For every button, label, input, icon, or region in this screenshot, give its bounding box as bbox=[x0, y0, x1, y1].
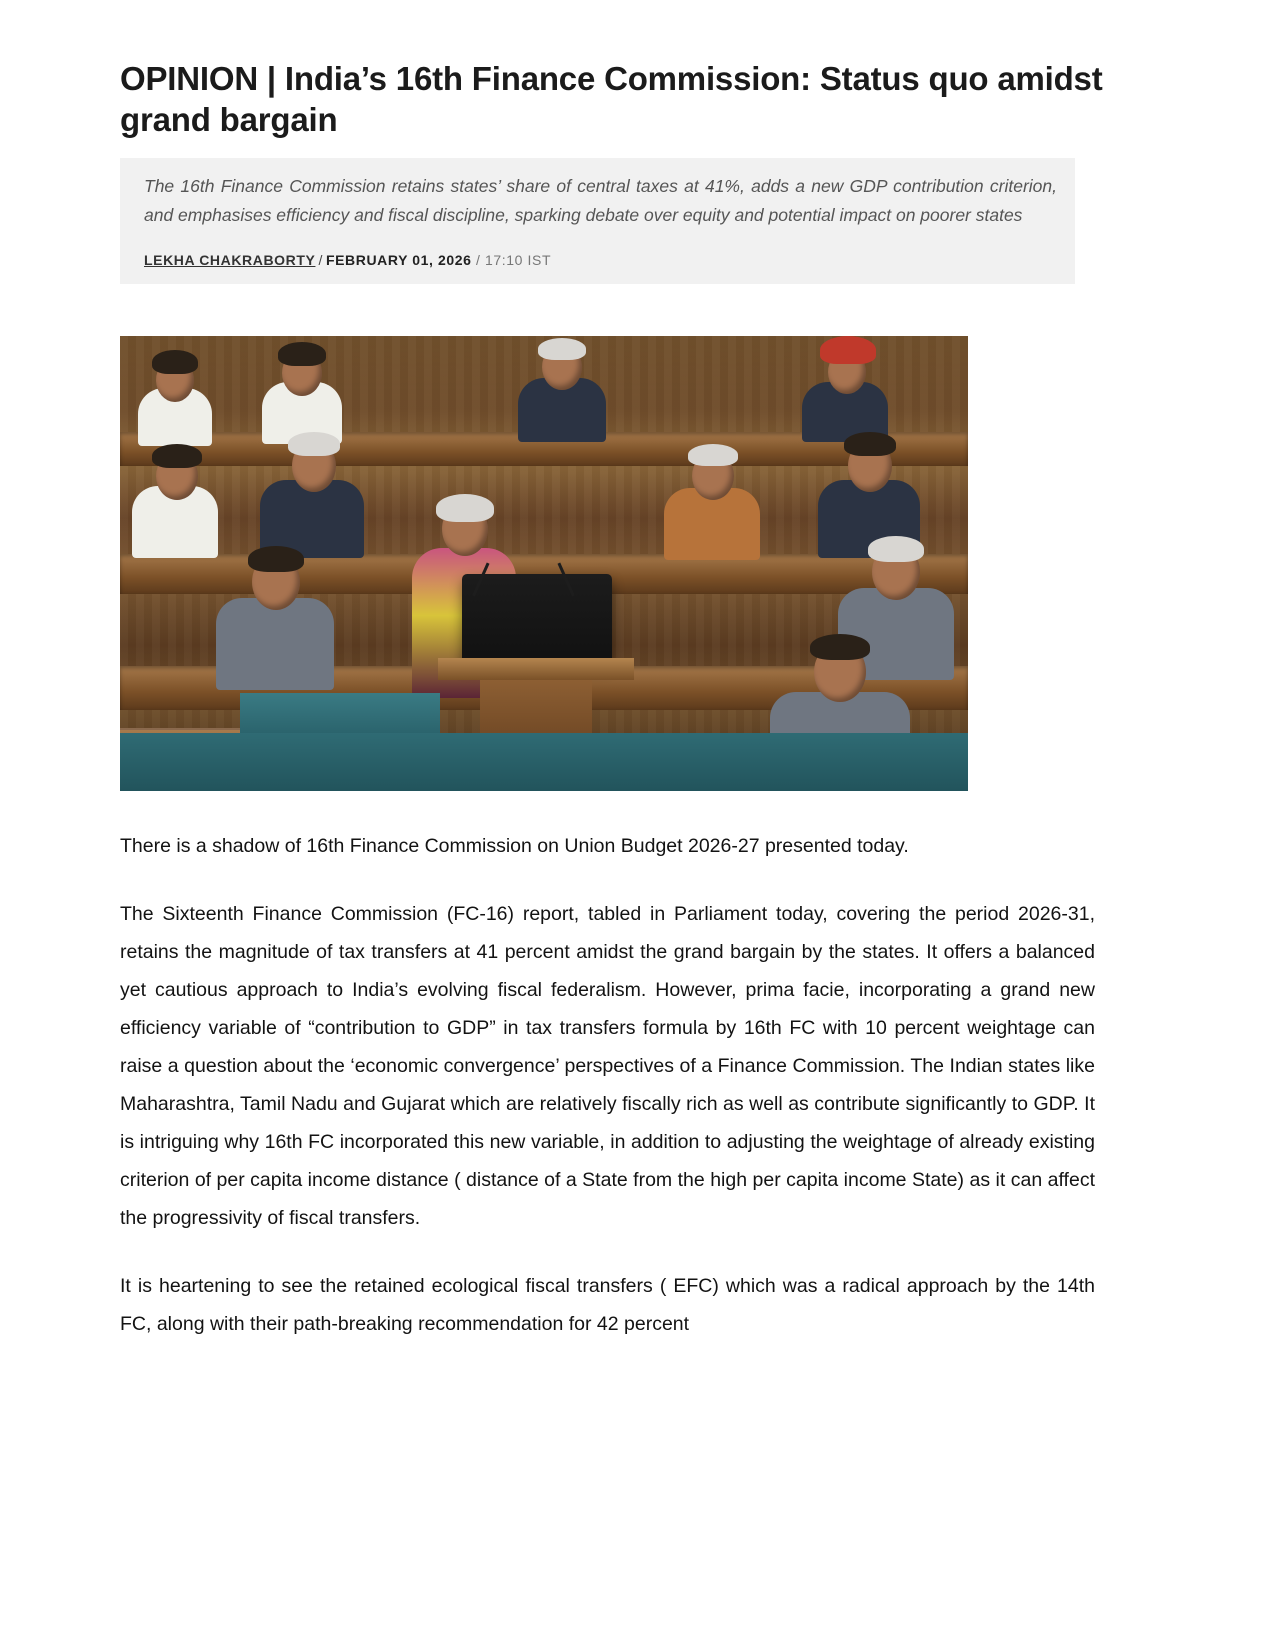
byline-time: / 17:10 IST bbox=[476, 252, 552, 268]
figure-hair bbox=[152, 350, 198, 374]
paragraph: It is heartening to see the retained ecological fiscal transfers ( EFC) which was a radical approach by the 14th FC, along with their path-breaking recommendation for 42 percent bbox=[120, 1275, 1095, 1335]
lead-image bbox=[120, 336, 968, 791]
speaker-hair bbox=[436, 494, 494, 522]
carpet-panel bbox=[240, 693, 440, 733]
byline-separator: / bbox=[318, 252, 323, 268]
figure-hair bbox=[868, 536, 924, 562]
figure-hair bbox=[810, 634, 870, 660]
paragraph: The Sixteenth Finance Commission (FC-16) report, tabled in Parliament today, covering the period 2026-31, retains the magnitude of tax transfers at 41 percent amidst the grand bargain by the states. It offers a balanced yet cautious approach to India’s evolving fiscal federalism. However, prima facie, incorporating a grand new efficiency variable of “contribution to GDP” in tax transfers formula by 16th FC with 10 percent weightage can raise a question about the ‘economic convergence’ perspectives of a Finance Commission. The Indian states like Maharashtra, Tamil Nadu and Gujarat which are relatively fiscally rich as well as contribute significantly to GDP. It is intriguing why 16th FC incorporated this new variable, in addition to adjusting the weightage of already existing criterion of per capita income distance ( distance of a State from the high per capita income State) as it can affect the progressivity of fiscal transfers. bbox=[120, 903, 1095, 1229]
byline-date: FEBRUARY 01, 2026 bbox=[325, 252, 472, 268]
figure-hair bbox=[844, 432, 896, 456]
byline-author-link[interactable]: LEKHA CHAKRABORTY bbox=[144, 252, 316, 268]
podium-base bbox=[438, 658, 634, 680]
carpet bbox=[120, 733, 968, 791]
article-body bbox=[120, 827, 1157, 1343]
podium bbox=[462, 574, 612, 664]
parliament-photo bbox=[120, 336, 968, 791]
figure-body bbox=[216, 598, 334, 690]
figure-hair bbox=[152, 444, 202, 468]
figure-hair bbox=[278, 342, 326, 366]
figure-hair bbox=[688, 444, 738, 466]
byline bbox=[120, 242, 1075, 284]
figure-hair bbox=[538, 338, 586, 360]
figure-hair bbox=[288, 432, 340, 456]
figure-hair bbox=[248, 546, 304, 572]
summary-text: The 16th Finance Commission retains states’ share of central taxes at 41%, adds a new GDP contribution criterion, and emphasises efficiency and fiscal discipline, sparking debate over equity and potential impact on poorer states bbox=[144, 176, 1057, 225]
article-summary bbox=[120, 158, 1075, 242]
figure-turban bbox=[820, 336, 876, 364]
page-title: OPINION | India’s 16th Finance Commission: Status quo amidst grand bargain bbox=[120, 60, 1103, 138]
paragraph: There is a shadow of 16th Finance Commission on Union Budget 2026-27 presented today. bbox=[120, 835, 909, 857]
